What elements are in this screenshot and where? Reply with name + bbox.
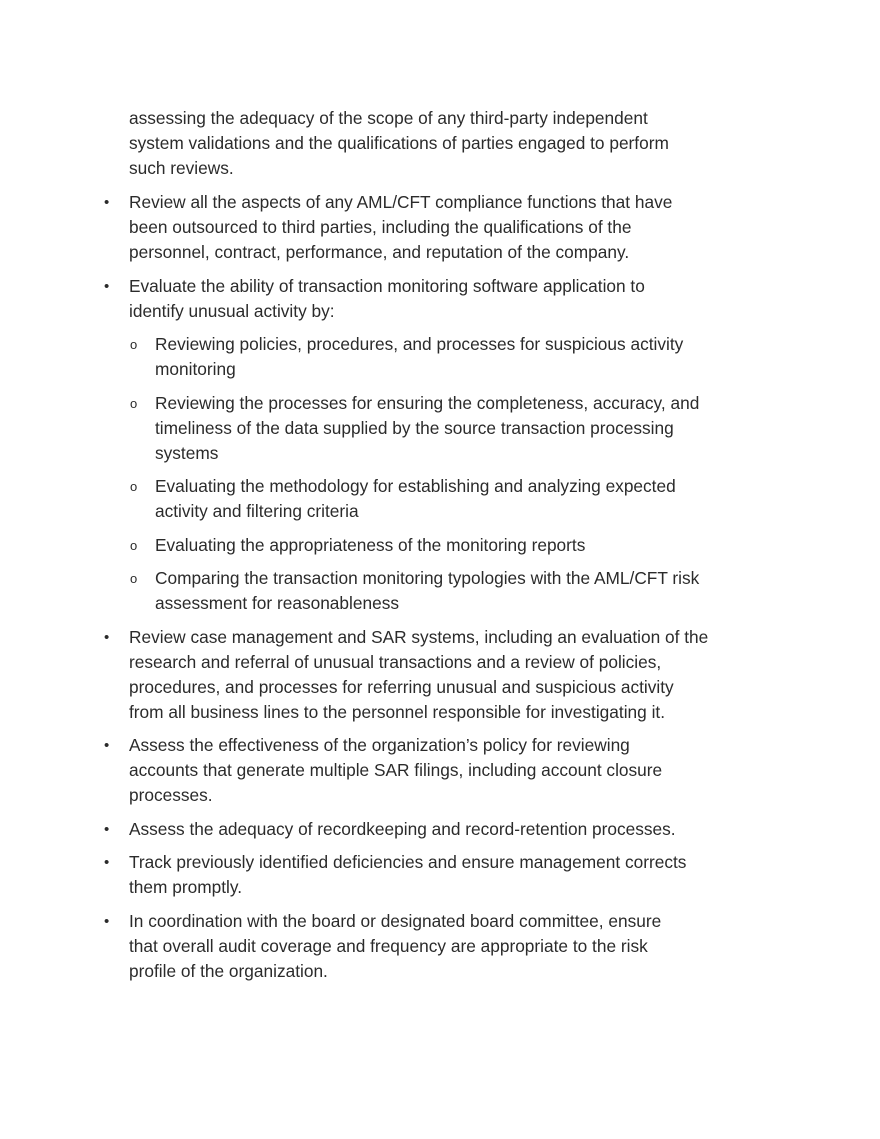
text-line: from all business lines to the personnel responsible for investigating it. [129, 702, 666, 722]
text-line: Review case management and SAR systems, including an evaluation of the [129, 627, 709, 647]
bullet-icon: • [104, 194, 110, 211]
bullet-icon: • [104, 821, 110, 838]
sub-bullet-icon: o [130, 337, 138, 352]
sub-bullet-icon: o [130, 479, 138, 494]
text-line: system validations and the qualifications of parties engaged to perform [129, 133, 669, 153]
bullet-icon: • [104, 737, 110, 754]
bullet-icon: • [104, 854, 110, 871]
text-line: Track previously identified deficiencies and ensure management corrects [129, 852, 687, 872]
text-line: that overall audit coverage and frequency are appropriate to the risk [129, 936, 648, 956]
text-line: accounts that generate multiple SAR filings, including account closure [129, 760, 663, 780]
text-line: research and referral of unusual transactions and a review of policies, [129, 652, 662, 672]
text-line: Assess the adequacy of recordkeeping and record-retention processes. [129, 819, 676, 839]
text-line: systems [155, 443, 219, 463]
sub-bullet-icon: o [130, 396, 138, 411]
text-line: Assess the effectiveness of the organization’s policy for reviewing [129, 735, 630, 755]
text-line: Evaluating the appropriateness of the monitoring reports [155, 535, 586, 555]
text-line: Comparing the transaction monitoring typologies with the AML/CFT risk [155, 568, 700, 588]
text-line: personnel, contract, performance, and reputation of the company. [129, 242, 630, 262]
text-line: processes. [129, 785, 213, 805]
text-line: monitoring [155, 359, 236, 379]
text-line: activity and filtering criteria [155, 501, 359, 521]
text-line: profile of the organization. [129, 961, 328, 981]
text-line: assessment for reasonableness [155, 593, 399, 613]
text-line: Evaluating the methodology for establishing and analyzing expected [155, 476, 676, 496]
bullet-icon: • [104, 278, 110, 295]
text-line: them promptly. [129, 877, 243, 897]
text-line: Evaluate the ability of transaction monitoring software application to [129, 276, 645, 296]
text-line: procedures, and processes for referring unusual and suspicious activity [129, 677, 674, 697]
text-line: such reviews. [129, 158, 234, 178]
text-line: Review all the aspects of any AML/CFT compliance functions that have [129, 192, 673, 212]
text-line: Reviewing the processes for ensuring the completeness, accuracy, and [155, 393, 700, 413]
text-line: Reviewing policies, procedures, and processes for suspicious activity [155, 334, 684, 354]
bullet-icon: • [104, 913, 110, 930]
text-line: In coordination with the board or designated board committee, ensure [129, 911, 662, 931]
text-line: assessing the adequacy of the scope of any third-party independent [129, 108, 648, 128]
text-line: been outsourced to third parties, including the qualifications of the [129, 217, 632, 237]
sub-bullet-icon: o [130, 538, 138, 553]
sub-bullet-icon: o [130, 571, 138, 586]
text-line: identify unusual activity by: [129, 301, 335, 321]
text-line: timeliness of the data supplied by the source transaction processing [155, 418, 674, 438]
bullet-icon: • [104, 629, 110, 646]
